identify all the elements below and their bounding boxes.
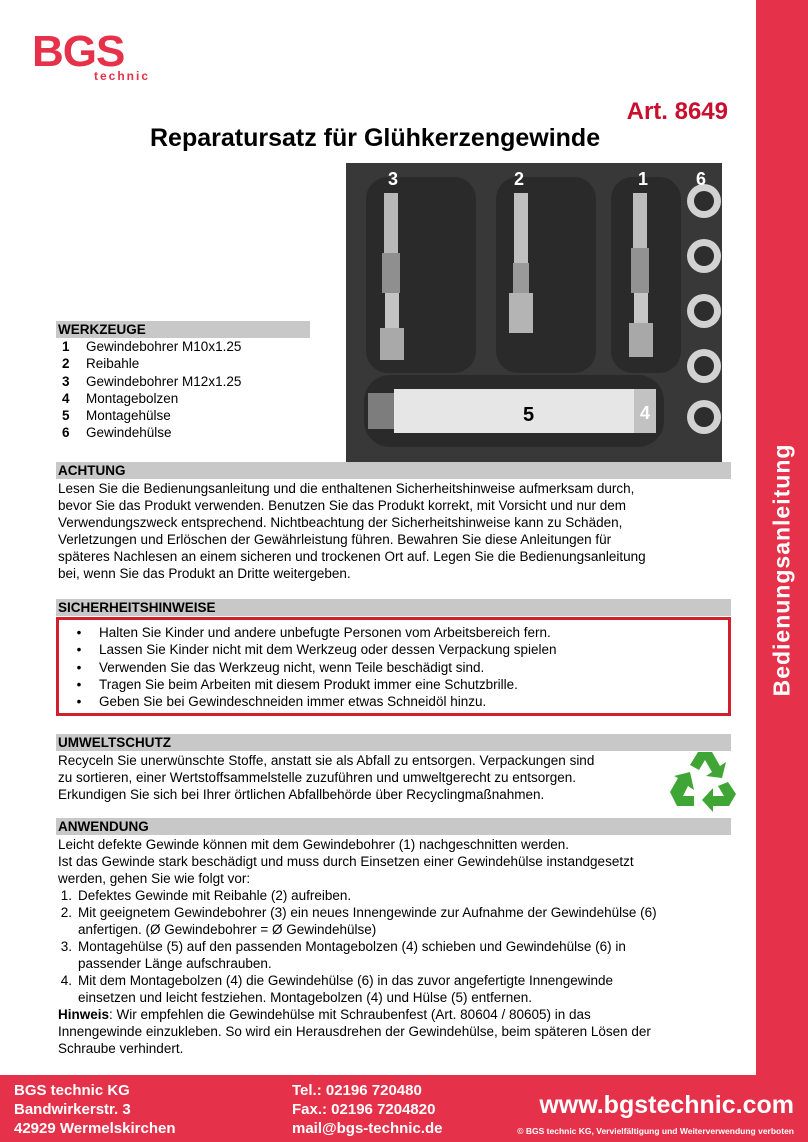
- photo-label-4: 4: [640, 403, 651, 423]
- usage-steps: [58, 887, 728, 1057]
- tool-item: 2 Reibahle: [62, 356, 140, 372]
- footer-address: BGS technic KG Bandwirkerstr. 3 42929 Wermelskirchen: [14, 1082, 176, 1137]
- photo-label-6: 6: [696, 169, 707, 189]
- photo-label-5: 5: [523, 404, 535, 426]
- photo-label-2: 2: [514, 169, 525, 189]
- usage-hint-line: Innengewinde einzukleben. So wird ein Herausdrehen der Gewindehülse, beim späteren Lösen der: [58, 1024, 651, 1039]
- usage-intro: Leicht defekte Gewinde können mit dem Gewindebohrer (1) nachgeschnitten werden. Ist das Gewinde stark beschädigt und muss durch Einsetzen einer Gewindehülse instandgesetzt werden, gehen Sie wie folgt vor:: [58, 837, 634, 886]
- footer: [0, 1075, 808, 1142]
- tools-heading: WERKZEUGE: [56, 321, 310, 338]
- footer-web-link[interactable]: www.bgstechnic.com: [539, 1091, 794, 1119]
- usage-step: 3. Montagehülse (5) auf den passenden Montagebolzen (4) schieben und Gewindehülse (6) in passender Länge aufschrauben.: [60, 939, 626, 971]
- usage-step: 2. Mit geeignetem Gewindebohrer (3) ein neues Innengewinde zur Aufnahme der Gewindehülse (6) anfertigen. (Ø Gewindebohrer = Ø Gewindehülse): [60, 905, 657, 937]
- warning-text: Lesen Sie die Bedienungsanleitung und die enthaltenen Sicherheitshinweise aufmerksam durch, bevor Sie das Produkt verwenden. Benutzen Sie das Produkt korrekt, mit Vorsicht und nur dem Verwendungszweck entsprechend. Nichtbeachtung der Sicherheitshinweise kann zu Schäden, Verletzungen und Erlöschen der Gewährleistung führen. Bewahren Sie diese Anleitungen für späteres Nachlesen an einem sicheren und trockenen Ort auf. Legen Sie die Bedienungsanleitung bei, wenn Sie das Produkt an Dritte weitergeben.: [58, 481, 646, 581]
- recycle-icon: [668, 748, 742, 812]
- page-title: Reparatursatz für Glühkerzengewinde: [150, 124, 601, 152]
- svg-text:technic: technic: [94, 69, 151, 83]
- photo-label-3: 3: [388, 169, 399, 189]
- tool-item: 3 Gewindebohrer M12x1.25: [62, 373, 242, 389]
- product-photo: [346, 163, 722, 462]
- side-label: Bedienungsanleitung: [768, 443, 795, 697]
- environment-heading: UMWELTSCHUTZ: [56, 734, 731, 751]
- tools-list: [62, 338, 241, 442]
- tool-item: 6 Gewindehülse: [62, 425, 172, 441]
- tool-item: 5 Montagehülse: [62, 408, 171, 424]
- usage-hint-line: Schraube verhindert.: [58, 1041, 184, 1056]
- bgs-logo: [28, 22, 158, 84]
- safety-item: • Tragen Sie beim Arbeiten mit diesem Produkt immer eine Schutzbrille.: [76, 676, 518, 692]
- safety-box: [56, 617, 731, 716]
- product-illustration: [346, 163, 722, 462]
- tool-item: 4 Montagebolzen: [62, 390, 179, 406]
- side-band: [756, 0, 808, 1075]
- warning-heading: ACHTUNG: [56, 462, 731, 479]
- safety-item: • Verwenden Sie das Werkzeug nicht, wenn Teile beschädigt sind.: [76, 659, 485, 675]
- usage-step: 4. Mit dem Montagebolzen (4) die Gewindehülse (6) in das zuvor angefertigte Innengewinde einsetzen und leicht festziehen. Montagebolzen (4) und Hülse (5) entfernen.: [60, 973, 614, 1005]
- safety-item: • Geben Sie bei Gewindeschneiden immer etwas Schneidöl hinzu.: [76, 694, 487, 710]
- safety-item: • Lassen Sie Kinder nicht mit dem Werkzeug oder dessen Verpackung spielen: [76, 642, 557, 658]
- bgs-logo-mark: [28, 22, 158, 84]
- footer-mail-link[interactable]: mail@bgs-technic.de: [292, 1120, 443, 1137]
- svg-text:BGS: BGS: [32, 27, 125, 76]
- photo-label-1: 1: [638, 169, 649, 189]
- safety-item: • Halten Sie Kinder und andere unbefugte Personen vom Arbeitsbereich fern.: [76, 625, 551, 640]
- usage-heading: ANWENDUNG: [56, 818, 731, 835]
- safety-heading: SICHERHEITSHINWEISE: [56, 599, 731, 616]
- footer-copyright: © BGS technic KG, Vervielfältigung und Weiterverwendung verboten: [517, 1126, 794, 1136]
- footer-contact: Tel.: 02196 720480 Fax.: 02196 7204820 mail@bgs-technic.de: [292, 1082, 443, 1137]
- usage-step: 1. Defektes Gewinde mit Reibahle (2) aufreiben.: [60, 888, 352, 903]
- article-number: Art. 8649: [626, 98, 728, 125]
- usage-hint: Hinweis: Wir empfehlen die Gewindehülse mit Schraubenfest (Art. 80604 / 80605) in das: [58, 1007, 591, 1022]
- tool-item: 1 Gewindebohrer M10x1.25: [62, 339, 242, 354]
- environment-text: Recyceln Sie unerwünschte Stoffe, anstatt sie als Abfall zu entsorgen. Verpackungen sind zu sortieren, einer Wertstoffsammelstelle zuzuführen und umweltgerecht zu entsorgen. Erkundigen Sie sich bei Ihrer örtlichen Abfallbehörde über Recyclingmaßnahmen.: [58, 753, 595, 802]
